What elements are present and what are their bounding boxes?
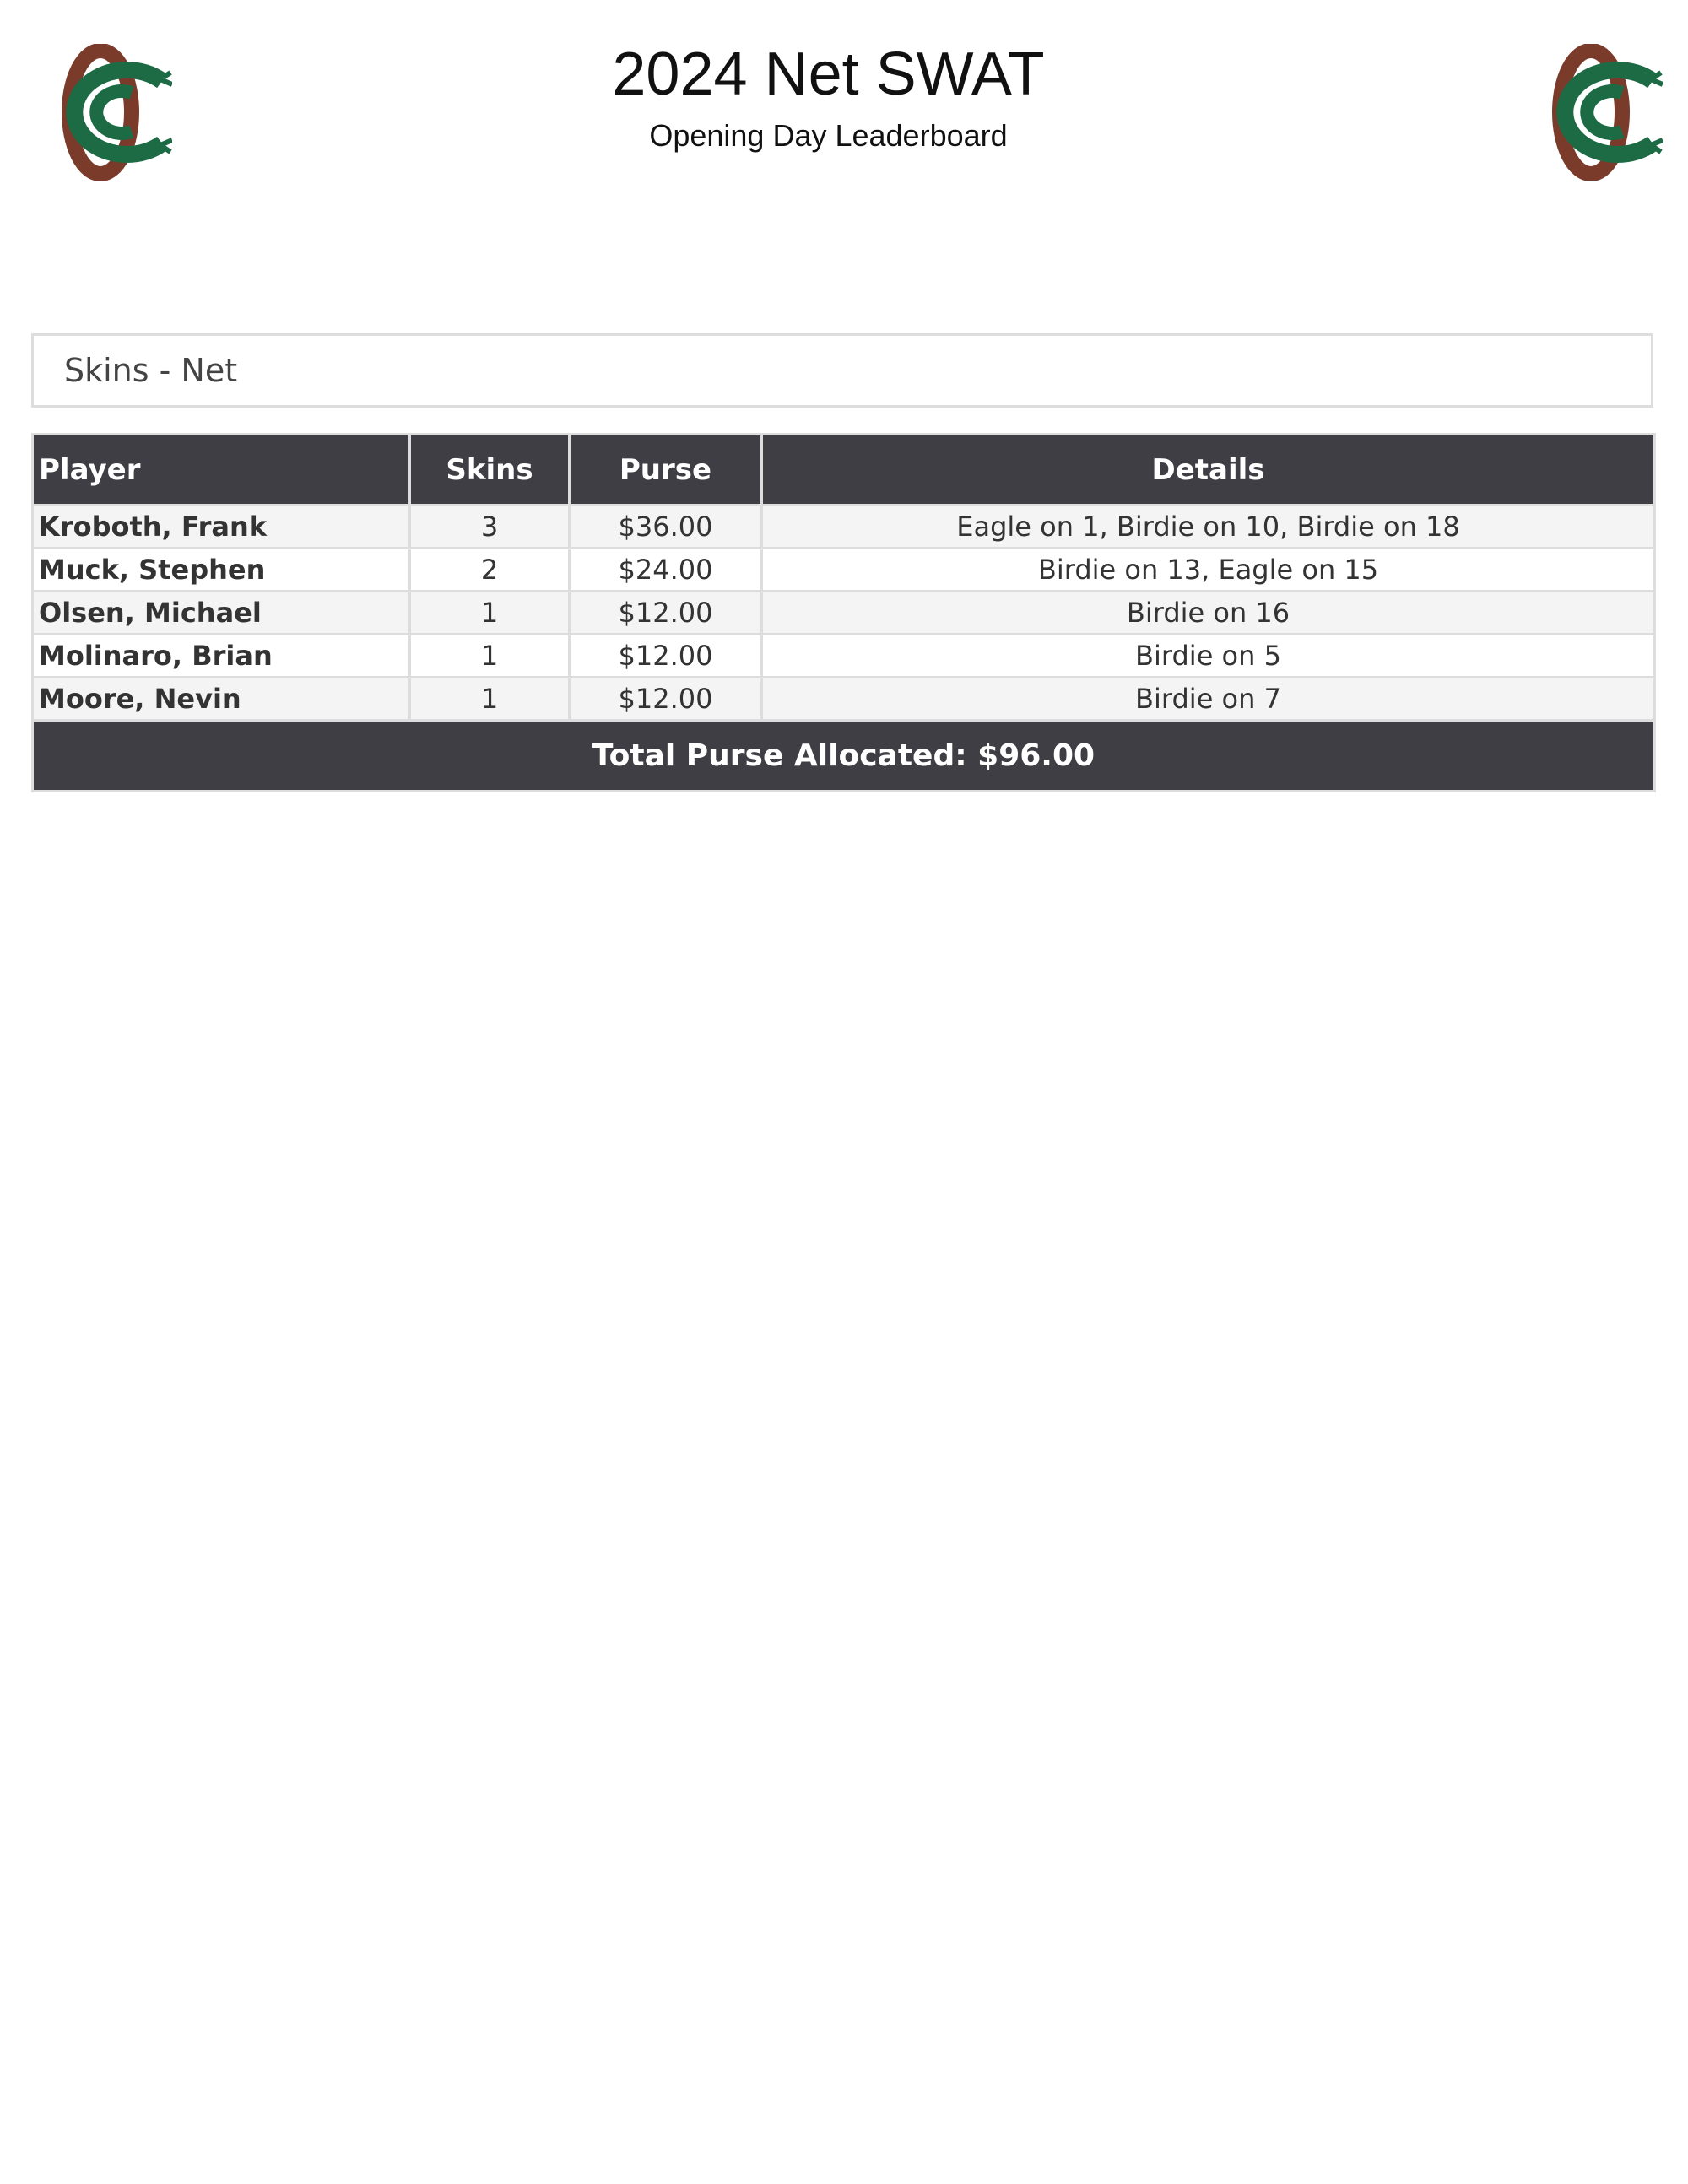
purse-amount: $12.00 [570,592,762,635]
skins-table [31,433,1656,792]
page-header [0,37,1657,157]
table-row [33,678,1655,721]
skin-details: Birdie on 5 [762,635,1655,678]
skins-count: 3 [410,505,570,549]
table-row [33,635,1655,678]
purse-amount: $12.00 [570,678,762,721]
skins-count: 1 [410,635,570,678]
table-footer-row [33,721,1655,792]
purse-amount: $24.00 [570,549,762,592]
player-name: Muck, Stephen [33,549,410,592]
skin-details: Birdie on 16 [762,592,1655,635]
player-name: Moore, Nevin [33,678,410,721]
column-header-purse: Purse [570,435,762,505]
total-purse-allocated: Total Purse Allocated: $96.00 [33,721,1655,792]
player-name: Kroboth, Frank [33,505,410,549]
table-row [33,505,1655,549]
section-title: Skins - Net [64,352,238,389]
column-header-details: Details [762,435,1655,505]
column-header-player: Player [33,435,410,505]
player-name: Molinaro, Brian [33,635,410,678]
skins-count: 1 [410,678,570,721]
skin-details: Eagle on 1, Birdie on 10, Birdie on 18 [762,505,1655,549]
section-header-box [31,333,1653,408]
skin-details: Birdie on 13, Eagle on 15 [762,549,1655,592]
skins-count: 1 [410,592,570,635]
skin-details: Birdie on 7 [762,678,1655,721]
player-name: Olsen, Michael [33,592,410,635]
purse-amount: $12.00 [570,635,762,678]
table-row [33,592,1655,635]
column-header-skins: Skins [410,435,570,505]
page-title: 2024 Net SWAT [612,41,1045,108]
table-row [33,549,1655,592]
purse-amount: $36.00 [570,505,762,549]
table-header-row [33,435,1655,505]
page-subtitle: Opening Day Leaderboard [649,118,1008,153]
skins-count: 2 [410,549,570,592]
